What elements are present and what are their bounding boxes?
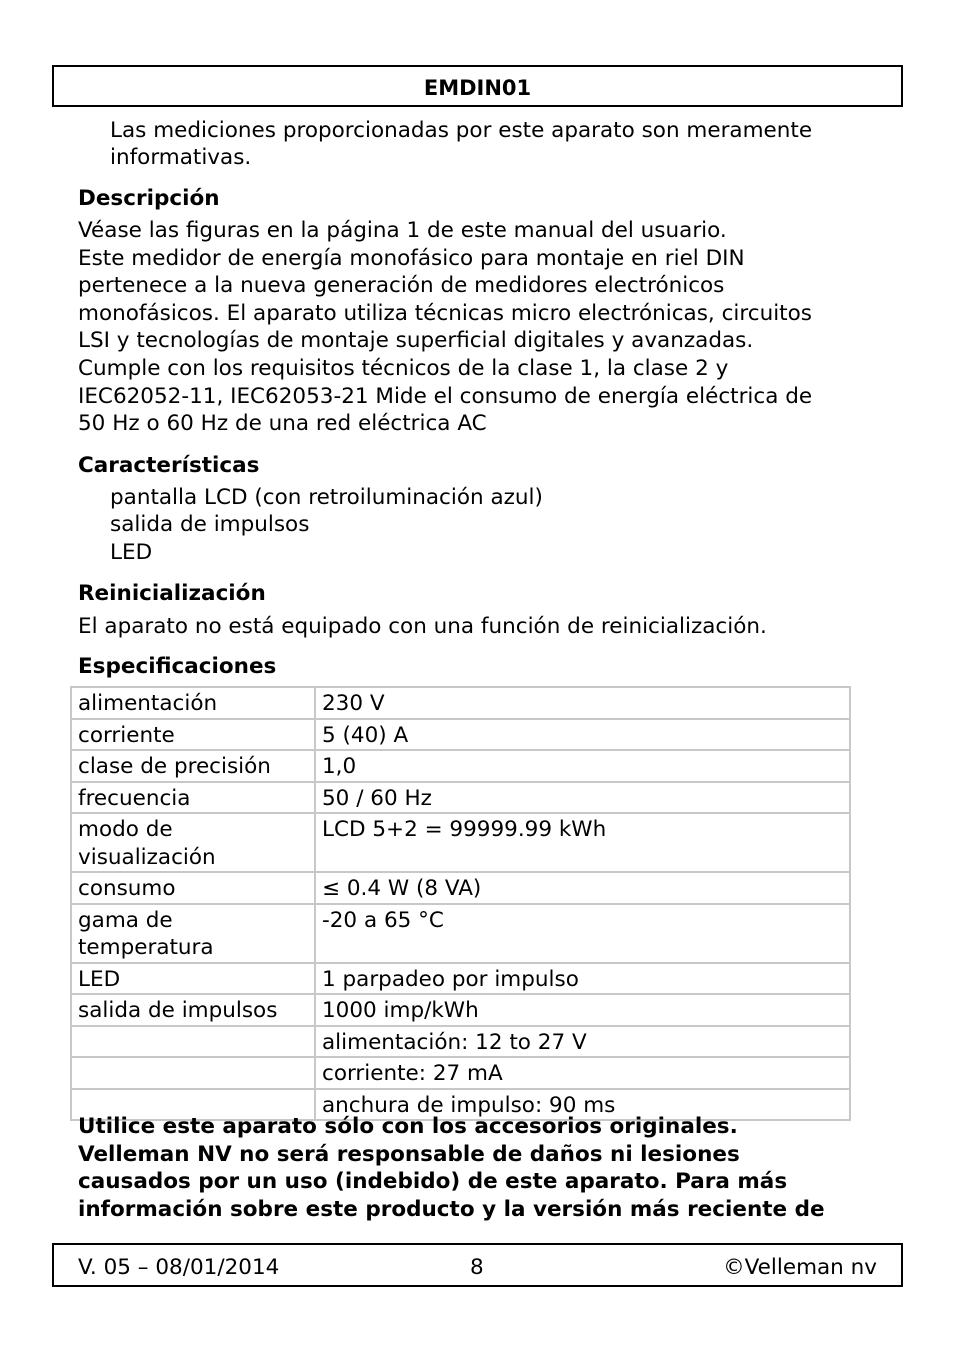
spec-key xyxy=(71,904,315,963)
descripcion-line: pertenece a la nueva generación de medidores electrónicos xyxy=(78,273,725,298)
spec-key-line: corriente xyxy=(78,722,175,748)
spec-key xyxy=(71,872,315,904)
table-row xyxy=(71,813,850,872)
spec-value: anchura de impulso: 90 ms xyxy=(315,1089,850,1121)
spec-key xyxy=(71,963,315,995)
spec-value: 230 V xyxy=(315,687,850,719)
footer-version: V. 05 – 08/01/2014 xyxy=(78,1255,280,1280)
section-heading-caracteristicas: Características xyxy=(78,453,260,478)
spec-key xyxy=(71,782,315,814)
spec-value: 1,0 xyxy=(315,750,850,782)
spec-key xyxy=(71,719,315,751)
table-row xyxy=(71,963,850,995)
table-row xyxy=(71,872,850,904)
document-title: EMDIN01 xyxy=(423,76,532,100)
footer-copyright: ©Velleman nv xyxy=(723,1255,877,1280)
spec-key xyxy=(71,994,315,1026)
spec-key-line: visualización xyxy=(78,844,216,870)
page-number: 8 xyxy=(470,1255,484,1280)
spec-key-line: LED xyxy=(78,966,121,992)
notice-line: causados por un uso (indebido) de este aparato. Para más xyxy=(78,1169,788,1194)
table-row xyxy=(71,1057,850,1089)
reinicializacion-text: El aparato no está equipado con una función de reinicialización. xyxy=(78,614,767,639)
feature-item: LED xyxy=(110,540,153,565)
spec-key-line: alimentación xyxy=(78,691,218,716)
feature-item: pantalla LCD (con retroiluminación azul) xyxy=(110,485,543,510)
notice-line: Velleman NV no será responsable de daños ni lesiones xyxy=(78,1142,740,1167)
table-row xyxy=(71,904,850,963)
spec-value: alimentación: 12 to 27 V xyxy=(315,1026,850,1058)
spec-key xyxy=(71,813,315,872)
spec-key-line: consumo xyxy=(78,876,176,901)
table-row xyxy=(71,994,850,1026)
spec-value: 50 / 60 Hz xyxy=(315,782,850,814)
descripcion-line: monofásicos. El aparato utiliza técnicas micro electrónicas, circuitos xyxy=(78,301,812,326)
table-row xyxy=(71,782,850,814)
table-row xyxy=(71,750,850,782)
spec-value: 5 (40) A xyxy=(315,719,850,751)
spec-value: corriente: 27 mA xyxy=(315,1057,850,1089)
notice-line: Utilice este aparato sólo con los accesorios originales. xyxy=(78,1114,738,1139)
spec-key-line: modo de xyxy=(78,817,173,842)
footer-box xyxy=(52,1243,903,1287)
table-row xyxy=(71,687,850,719)
spec-key xyxy=(71,687,315,719)
descripcion-line: 50 Hz o 60 Hz de una red eléctrica AC xyxy=(78,411,487,436)
descripcion-line: Cumple con los requisitos técnicos de la clase 1, la clase 2 y xyxy=(78,356,729,381)
spec-value: ≤ 0.4 W (8 VA) xyxy=(315,872,850,904)
spec-key xyxy=(71,750,315,782)
header-box xyxy=(52,65,903,107)
spec-key-line: frecuencia xyxy=(78,785,191,811)
descripcion-line: Véase las figuras en la página 1 de este manual del usuario. xyxy=(78,218,727,243)
notice-line: información sobre este producto y la versión más reciente de xyxy=(78,1197,825,1222)
spec-key xyxy=(71,1057,315,1089)
table-row xyxy=(71,719,850,751)
intro-line: Las mediciones proporcionadas por este aparato son meramente xyxy=(110,118,813,143)
spec-value: 1 parpadeo por impulso xyxy=(315,963,850,995)
descripcion-line: IEC62052-11, IEC62053-21 Mide el consumo de energía eléctrica de xyxy=(78,384,813,409)
feature-item: salida de impulsos xyxy=(110,512,310,537)
descripcion-line: LSI y tecnologías de montaje superficial digitales y avanzadas. xyxy=(78,328,754,353)
intro-line: informativas. xyxy=(110,145,252,170)
section-heading-reinicializacion: Reinicialización xyxy=(78,581,266,606)
spec-key-line: temperatura xyxy=(78,935,214,960)
specifications-table xyxy=(70,686,851,1121)
spec-value: 1000 imp/kWh xyxy=(315,994,850,1026)
spec-key-line: gama de xyxy=(78,907,173,933)
descripcion-line: Este medidor de energía monofásico para montaje en riel DIN xyxy=(78,246,745,271)
section-heading-especificaciones: Especificaciones xyxy=(78,654,277,679)
spec-key-line: clase de precisión xyxy=(78,754,271,779)
spec-key xyxy=(71,1026,315,1058)
spec-key-line: salida de impulsos xyxy=(78,998,278,1023)
spec-value: -20 a 65 °C xyxy=(315,904,850,963)
section-heading-descripcion: Descripción xyxy=(78,186,220,211)
spec-value: LCD 5+2 = 99999.99 kWh xyxy=(315,813,850,872)
table-row xyxy=(71,1026,850,1058)
